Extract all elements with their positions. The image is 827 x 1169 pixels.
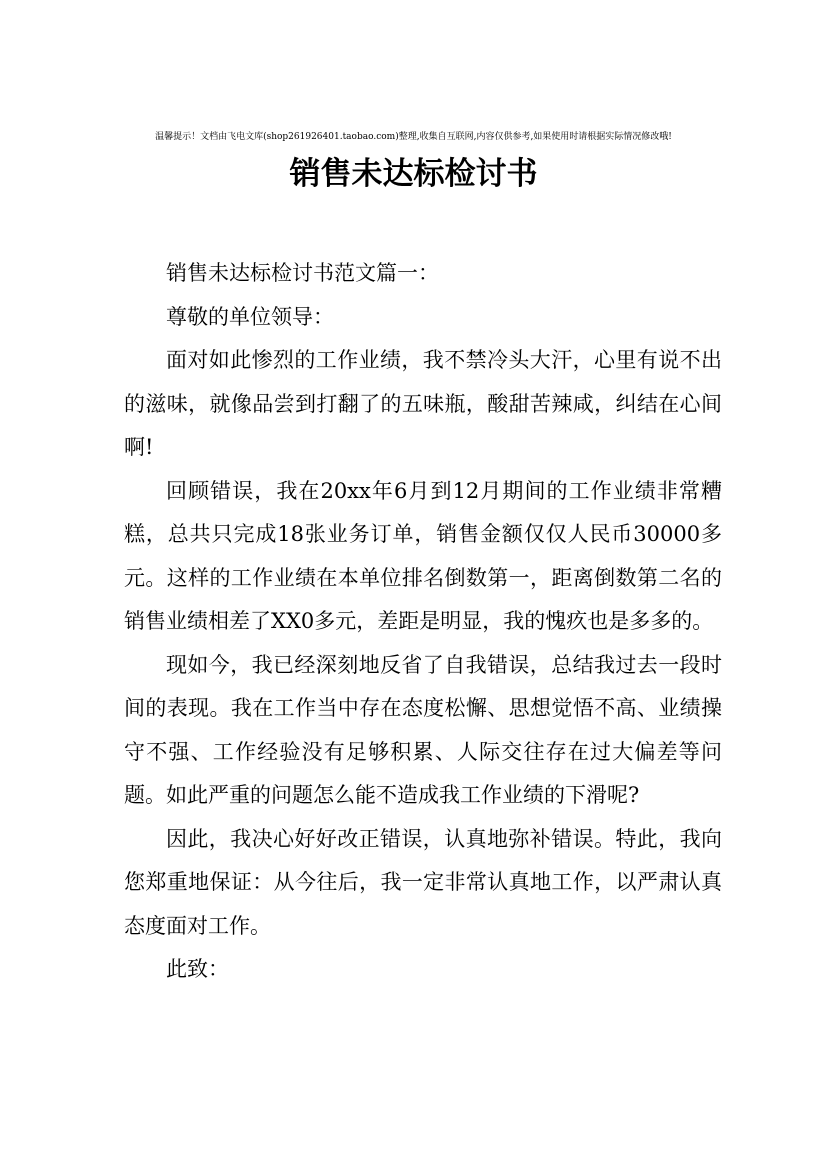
paragraph: 面对如此惨烈的工作业绩，我不禁冷头大汗，心里有说不出的滋味，就像品尝到打翻了的五味瓶，酸甜苦辣咸，纠结在心间啊! (124, 348, 722, 459)
paragraph-salutation: 尊敬的单位领导： (166, 304, 334, 329)
paragraph: 现如今，我已经深刻地反省了自我错误，总结我过去一段时间的表现。我在工作当中存在态度松懈、思想觉悟不高、业绩操守不强、工作经验没有足够积累、人际交往存在过大偏差等问题。如此严重的问题怎么能不造成我工作业绩的下滑呢? (124, 652, 722, 807)
paragraph-closing: 此致： (166, 957, 229, 981)
document-title: 销售未达标检讨书 (289, 156, 538, 192)
paragraph-heading: 销售未达标检讨书范文篇一： (166, 261, 439, 285)
paragraph: 因此，我决心好好改正错误，认真地弥补错误。特此，我向您郑重地保证：从今往后，我一定非常认真地工作，以严肃认真态度面对工作。 (124, 826, 722, 938)
header-notice: 温馨提示！文档由飞电文库(shop261926401.taobao.com)整理,收集自互联网,内容仅供参考,如果使用时请根据实际情况修改哦! (155, 132, 672, 142)
paragraph: 回顾错误，我在20xx年6月到12月期间的工作业绩非常糟糕，总共只完成18张业务订单，销售金额仅仅人民币30000多元。这样的工作业绩在本单位排名倒数第一，距离倒数第二名的销售业绩相差了XX0多元，差距是明显，我的愧疚也是多多的。 (124, 478, 722, 633)
document-body (124, 252, 722, 992)
